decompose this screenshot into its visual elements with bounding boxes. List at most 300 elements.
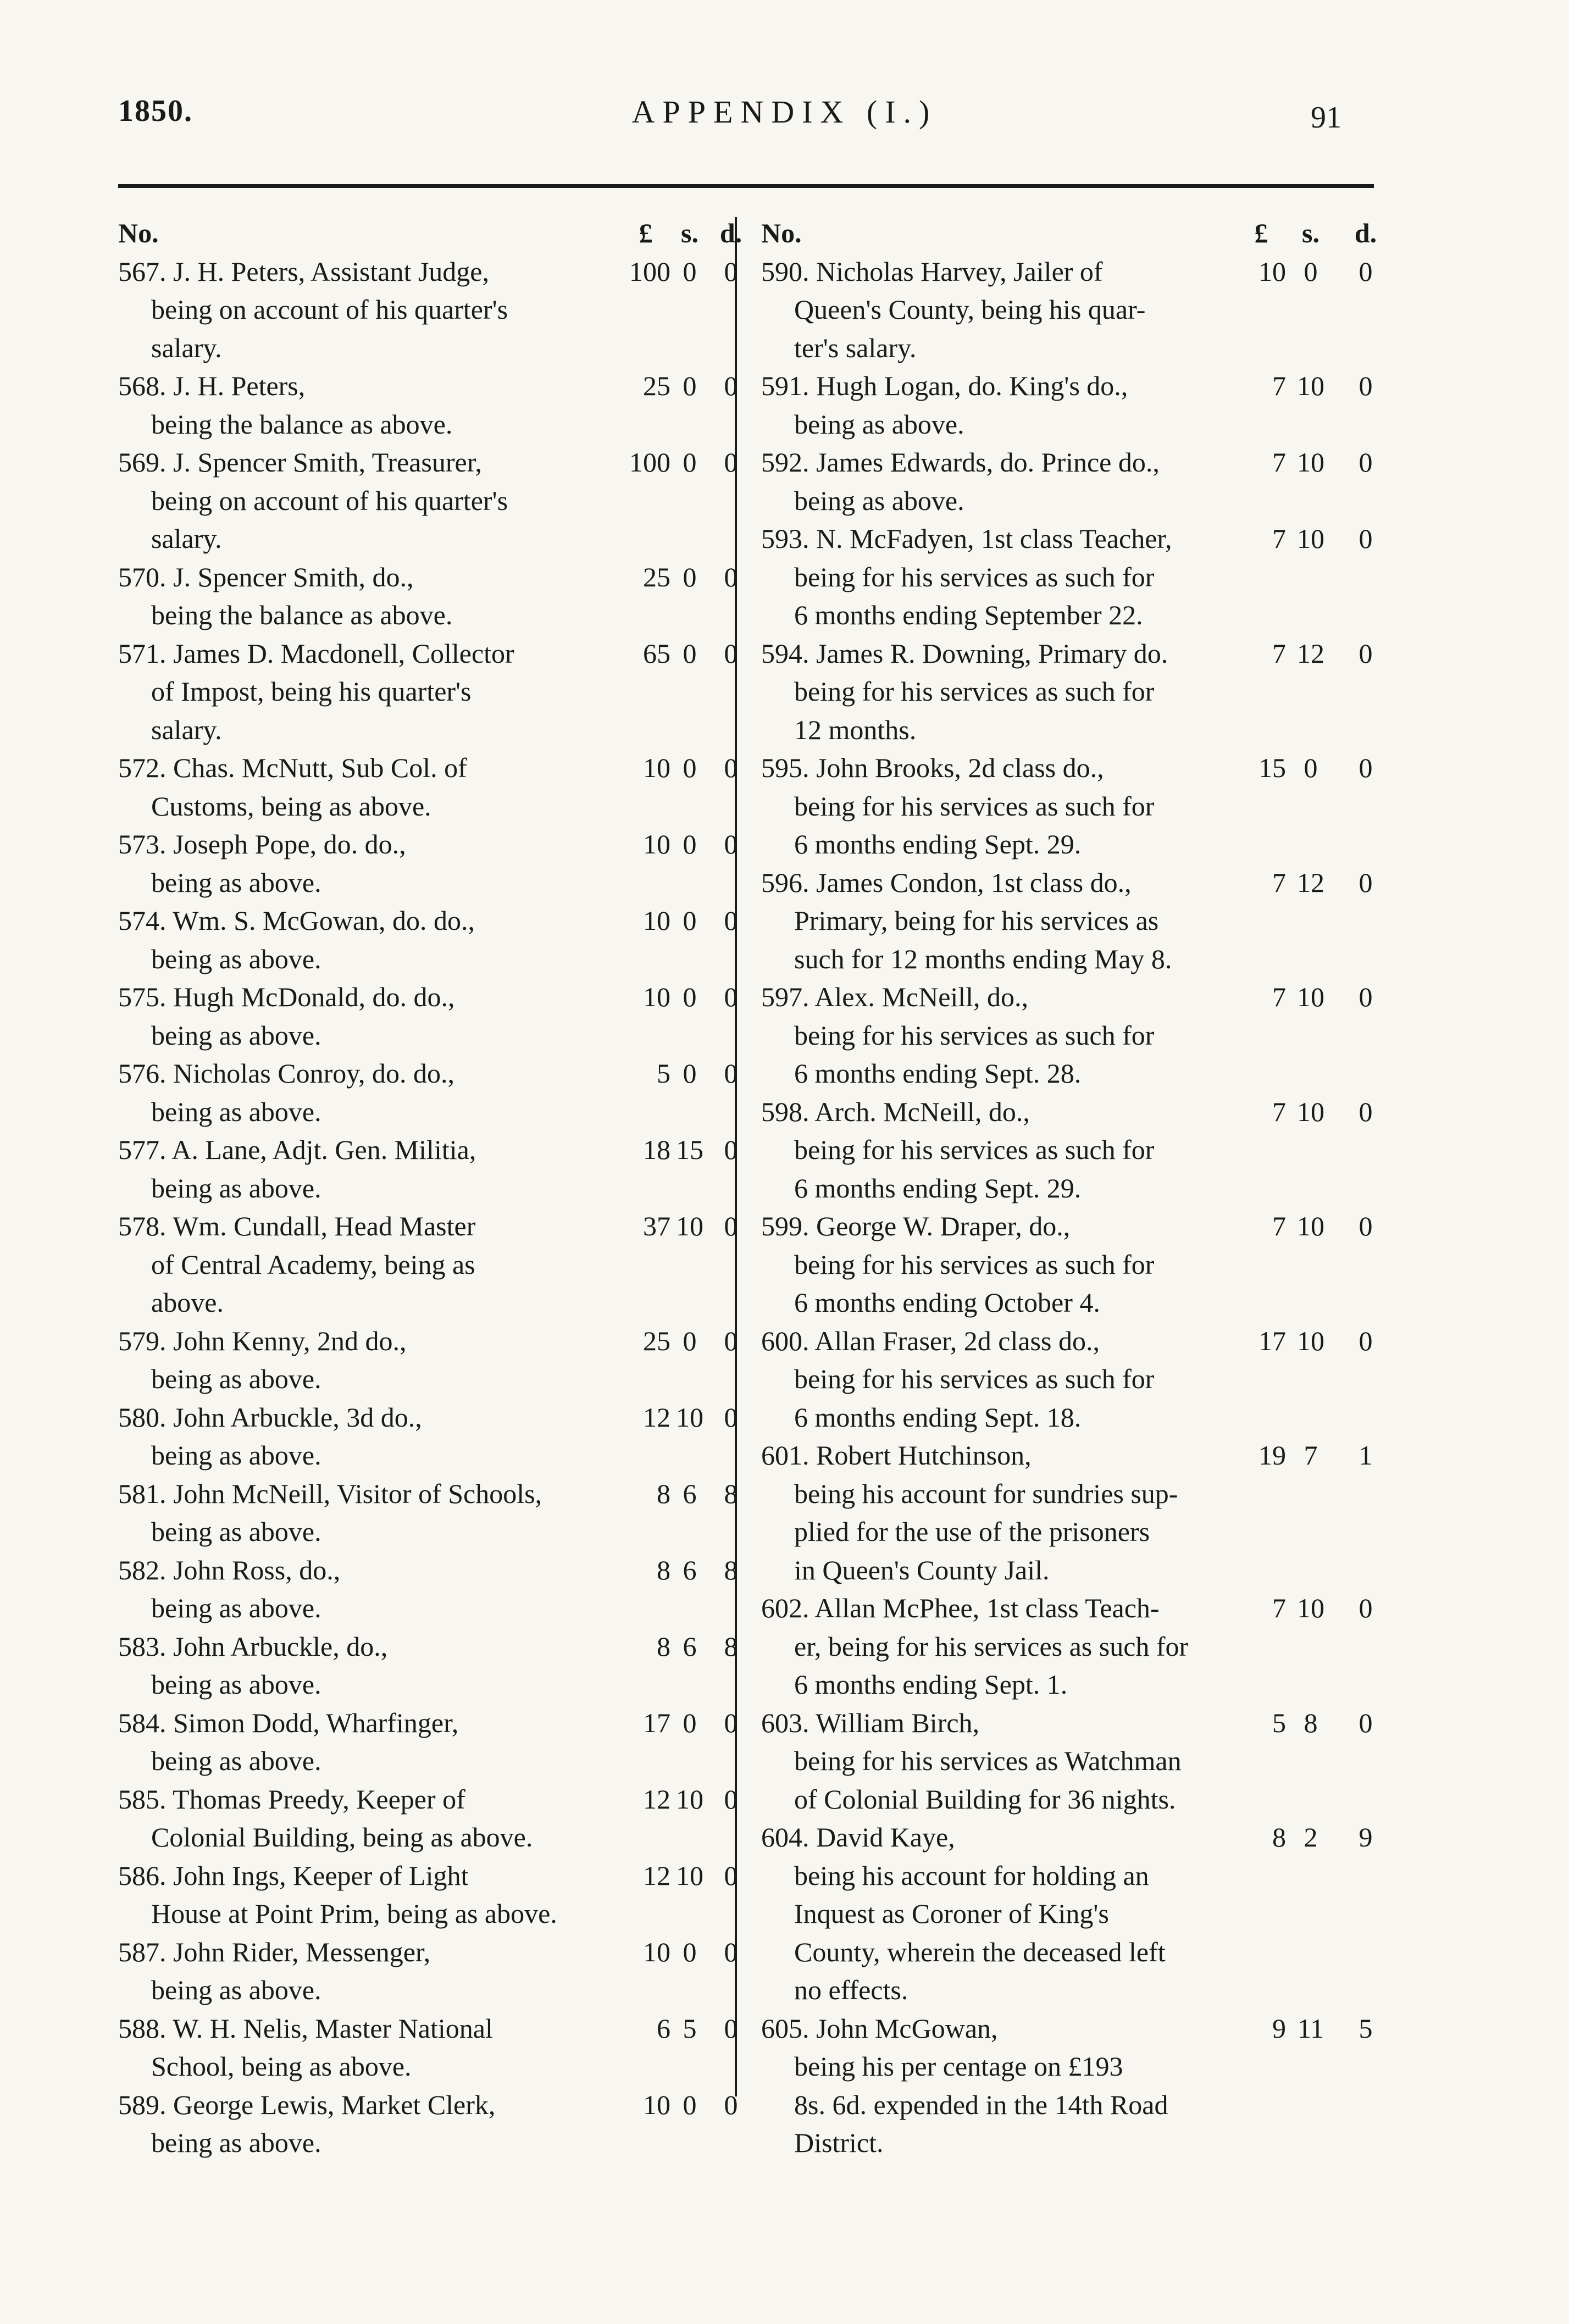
amount-shillings: 15 bbox=[676, 1134, 703, 1165]
amount-pounds: 7 bbox=[1272, 981, 1286, 1012]
amount-pounds: 12 bbox=[643, 1860, 670, 1891]
entry-continuation: being for his services as such for bbox=[794, 676, 1155, 707]
amount-pence: 0 bbox=[724, 905, 738, 936]
amount-pounds: 7 bbox=[1272, 867, 1286, 898]
amount-shillings: 0 bbox=[683, 561, 697, 592]
amount-pounds: 7 bbox=[1272, 1211, 1286, 1241]
amount-shillings: 0 bbox=[683, 1936, 697, 1967]
amount-pounds: 7 bbox=[1272, 370, 1286, 401]
amount-pence: 9 bbox=[1359, 1822, 1373, 1852]
amount-pence: 0 bbox=[724, 1860, 738, 1891]
entry-text: 583. John Arbuckle, do., bbox=[118, 1630, 388, 1662]
amount-shillings: 0 bbox=[683, 2089, 697, 2120]
amount-shillings: 8 bbox=[1304, 1707, 1318, 1738]
amount-shillings: 0 bbox=[683, 752, 697, 783]
amount-pounds: 8 bbox=[657, 1478, 670, 1509]
ledger-entry bbox=[761, 1436, 1379, 1589]
ledger-entry bbox=[118, 558, 738, 635]
entry-first-line bbox=[761, 443, 1379, 482]
ledger-entry bbox=[118, 1933, 738, 2010]
ledger-entry bbox=[761, 1322, 1379, 1437]
entry-text: 603. William Birch, bbox=[761, 1707, 980, 1738]
amount-shillings: 10 bbox=[676, 1860, 703, 1891]
amount-shillings: 0 bbox=[683, 637, 697, 669]
amount-pence: 0 bbox=[1359, 867, 1373, 898]
entry-first-line bbox=[761, 1322, 1379, 1361]
entry-text: 605. John McGowan, bbox=[761, 2012, 998, 2044]
entry-continuation: plied for the use of the prisoners bbox=[794, 1516, 1150, 1547]
entry-text: 592. James Edwards, do. Prince do., bbox=[761, 447, 1160, 478]
amount-pounds: 8 bbox=[657, 1554, 670, 1585]
entry-text: 585. Thomas Preedy, Keeper of bbox=[118, 1783, 465, 1815]
column-heading-row bbox=[761, 214, 1379, 253]
amount-pounds: 8 bbox=[1272, 1822, 1286, 1852]
left-column bbox=[118, 214, 742, 2162]
amount-pounds: 12 bbox=[643, 1401, 670, 1433]
entry-continuation: being the balance as above. bbox=[151, 408, 453, 440]
entry-text: 573. Joseph Pope, do. do., bbox=[118, 829, 406, 859]
ledger-entry bbox=[118, 1551, 738, 1628]
amount-pence: 0 bbox=[724, 1211, 738, 1241]
entry-text: 597. Alex. McNeill, do., bbox=[761, 981, 1029, 1012]
entry-continuation: being for his services as Watchman bbox=[794, 1745, 1182, 1776]
amount-pounds: 7 bbox=[1272, 1096, 1286, 1127]
entry-continuation: being as above. bbox=[151, 1172, 321, 1203]
amount-pence: 0 bbox=[724, 561, 738, 592]
entry-first-line bbox=[118, 1781, 738, 1819]
ledger-entry bbox=[761, 443, 1379, 520]
entry-continuation: salary. bbox=[151, 523, 222, 554]
ledger-entry bbox=[118, 1475, 738, 1551]
entry-continuation: being for his services as such for bbox=[794, 1249, 1155, 1280]
entry-continuation: salary. bbox=[151, 714, 222, 745]
entry-continuation: 6 months ending Sept. 29. bbox=[794, 829, 1082, 859]
amount-shillings: 10 bbox=[1297, 447, 1324, 478]
ledger-entry bbox=[118, 749, 738, 825]
entry-continuation: being for his services as such for bbox=[794, 1019, 1155, 1051]
heading-pounds: £ bbox=[1254, 218, 1268, 248]
ledger-entry bbox=[761, 2010, 1379, 2162]
ledger-entry bbox=[761, 864, 1379, 979]
amount-pence: 0 bbox=[724, 637, 738, 669]
entry-text: 581. John McNeill, Visitor of Schools, bbox=[118, 1478, 542, 1509]
ledger-entry bbox=[118, 2086, 738, 2162]
entry-text: 593. N. McFadyen, 1st class Teacher, bbox=[761, 523, 1172, 554]
amount-pounds: 7 bbox=[1272, 447, 1286, 478]
entry-first-line bbox=[118, 1207, 738, 1246]
amount-pence: 0 bbox=[724, 829, 738, 859]
amount-pence: 1 bbox=[1359, 1440, 1373, 1471]
entry-continuation: salary. bbox=[151, 332, 222, 363]
ledger-entry bbox=[761, 1589, 1379, 1704]
entry-continuation: of Colonial Building for 36 nights. bbox=[794, 1783, 1176, 1815]
amount-shillings: 10 bbox=[1297, 370, 1324, 401]
amount-pounds: 17 bbox=[1258, 1325, 1286, 1356]
ledger-entry bbox=[118, 1131, 738, 1207]
entry-continuation: of Central Academy, being as bbox=[151, 1249, 475, 1280]
amount-pounds: 25 bbox=[643, 370, 670, 401]
entry-continuation: being as above. bbox=[151, 1019, 321, 1051]
amount-pence: 0 bbox=[724, 752, 738, 783]
amount-shillings: 0 bbox=[683, 370, 697, 401]
entry-continuation: being for his services as such for bbox=[794, 790, 1155, 822]
amount-pence: 0 bbox=[1359, 1325, 1373, 1356]
amount-shillings: 12 bbox=[1297, 637, 1324, 669]
entry-text: 591. Hugh Logan, do. King's do., bbox=[761, 370, 1128, 401]
entry-continuation: 6 months ending Sept. 29. bbox=[794, 1172, 1082, 1203]
entry-continuation: Inquest as Coroner of King's bbox=[794, 1898, 1109, 1929]
ledger-entry bbox=[761, 520, 1379, 635]
entry-continuation: Colonial Building, being as above. bbox=[151, 1822, 533, 1852]
ledger-entry bbox=[118, 1055, 738, 1131]
entry-first-line bbox=[118, 902, 738, 940]
entry-text: 586. John Ings, Keeper of Light bbox=[118, 1860, 469, 1891]
heading-no: No. bbox=[761, 218, 802, 248]
amount-shillings: 10 bbox=[676, 1783, 703, 1815]
entry-continuation: being as above. bbox=[794, 408, 964, 440]
ledger-entry bbox=[761, 1093, 1379, 1208]
ledger-entry bbox=[761, 367, 1379, 443]
amount-pounds: 5 bbox=[657, 1058, 670, 1089]
right-entry-list bbox=[761, 253, 1379, 2162]
entry-continuation: 6 months ending Sept. 18. bbox=[794, 1401, 1082, 1433]
entry-first-line bbox=[118, 1551, 738, 1590]
ledger-entry bbox=[761, 635, 1379, 750]
entry-continuation: being for his services as such for bbox=[794, 561, 1155, 592]
header-title: APPENDIX (I.) bbox=[631, 94, 938, 130]
amount-pounds: 12 bbox=[643, 1783, 670, 1815]
entry-first-line bbox=[118, 825, 738, 864]
entry-continuation: House at Point Prim, being as above. bbox=[151, 1898, 557, 1929]
page-header bbox=[0, 93, 1569, 154]
entry-first-line bbox=[761, 1704, 1379, 1743]
amount-shillings: 10 bbox=[1297, 1325, 1324, 1356]
amount-pence: 0 bbox=[724, 1134, 738, 1165]
entry-text: 567. J. H. Peters, Assistant Judge, bbox=[118, 256, 489, 287]
amount-shillings: 0 bbox=[1304, 752, 1318, 783]
entry-text: 587. John Rider, Messenger, bbox=[118, 1936, 431, 1967]
page-number: 91 bbox=[1311, 101, 1341, 135]
amount-pounds: 10 bbox=[643, 981, 670, 1012]
entry-continuation: being as above. bbox=[151, 1745, 321, 1776]
ledger-entry bbox=[118, 1322, 738, 1399]
amount-pence: 5 bbox=[1359, 2012, 1373, 2044]
entry-first-line bbox=[761, 367, 1379, 406]
entry-continuation: School, being as above. bbox=[151, 2051, 412, 2082]
entry-first-line bbox=[118, 1322, 738, 1361]
entry-continuation: being for his services as such for bbox=[794, 1363, 1155, 1394]
amount-shillings: 5 bbox=[683, 2012, 697, 2044]
amount-pounds: 6 bbox=[657, 2012, 670, 2044]
amount-pence: 0 bbox=[724, 447, 738, 478]
amount-pounds: 18 bbox=[643, 1134, 670, 1165]
amount-shillings: 7 bbox=[1304, 1440, 1318, 1471]
entry-continuation: being on account of his quarter's bbox=[151, 485, 508, 516]
entry-first-line bbox=[118, 558, 738, 597]
entry-text: 577. A. Lane, Adjt. Gen. Militia, bbox=[118, 1134, 476, 1165]
entry-text: 578. Wm. Cundall, Head Master bbox=[118, 1211, 476, 1241]
entry-first-line bbox=[118, 978, 738, 1017]
entry-text: 582. John Ross, do., bbox=[118, 1554, 341, 1585]
amount-pounds: 10 bbox=[643, 752, 670, 783]
heading-no: No. bbox=[118, 218, 159, 248]
amount-pence: 0 bbox=[724, 1707, 738, 1738]
entry-continuation: being as above. bbox=[151, 2127, 321, 2158]
amount-shillings: 0 bbox=[683, 1058, 697, 1089]
amount-pounds: 7 bbox=[1272, 1593, 1286, 1623]
entry-continuation: 6 months ending October 4. bbox=[794, 1287, 1100, 1318]
entry-text: 569. J. Spencer Smith, Treasurer, bbox=[118, 447, 482, 478]
entry-continuation: District. bbox=[794, 2127, 884, 2158]
entry-first-line bbox=[118, 1399, 738, 1437]
ledger-entry bbox=[118, 1781, 738, 1857]
entry-text: 599. George W. Draper, do., bbox=[761, 1211, 1071, 1241]
entry-continuation: Customs, being as above. bbox=[151, 790, 431, 822]
entry-continuation: no effects. bbox=[794, 1974, 908, 2005]
entry-continuation: County, wherein the deceased left bbox=[794, 1936, 1166, 1967]
amount-shillings: 2 bbox=[1304, 1822, 1318, 1852]
amount-pence: 8 bbox=[724, 1478, 738, 1509]
heading-shillings: s. bbox=[681, 218, 698, 248]
amount-pounds: 10 bbox=[1258, 256, 1286, 287]
entry-first-line bbox=[761, 1589, 1379, 1628]
amount-pence: 0 bbox=[724, 2012, 738, 2044]
amount-pounds: 9 bbox=[1272, 2012, 1286, 2044]
amount-pounds: 10 bbox=[643, 829, 670, 859]
amount-pence: 0 bbox=[724, 1325, 738, 1356]
amount-shillings: 0 bbox=[683, 905, 697, 936]
entry-continuation: 6 months ending Sept. 28. bbox=[794, 1058, 1082, 1089]
amount-pounds: 8 bbox=[657, 1630, 670, 1662]
entry-first-line bbox=[118, 1131, 738, 1169]
entry-continuation: being his per centage on £193 bbox=[794, 2051, 1123, 2082]
amount-shillings: 0 bbox=[683, 256, 697, 287]
amount-shillings: 11 bbox=[1297, 2012, 1324, 2044]
amount-pounds: 25 bbox=[643, 561, 670, 592]
ledger-entry bbox=[118, 2010, 738, 2086]
entry-continuation: Primary, being for his services as bbox=[794, 905, 1159, 936]
amount-pence: 0 bbox=[1359, 447, 1373, 478]
ledger-entry bbox=[118, 1857, 738, 1933]
entry-text: 598. Arch. McNeill, do., bbox=[761, 1096, 1030, 1127]
amount-pence: 0 bbox=[1359, 1211, 1373, 1241]
amount-pence: 0 bbox=[1359, 523, 1373, 554]
entry-continuation: being as above. bbox=[151, 1363, 321, 1394]
amount-shillings: 0 bbox=[683, 981, 697, 1012]
ledger-entry bbox=[761, 1704, 1379, 1819]
entry-first-line bbox=[118, 635, 738, 673]
header-rule bbox=[118, 184, 1374, 188]
header-year: 1850. bbox=[118, 94, 193, 128]
ledger-entry bbox=[118, 443, 738, 558]
entry-first-line bbox=[118, 1704, 738, 1743]
entry-continuation: in Queen's County Jail. bbox=[794, 1554, 1050, 1585]
entry-continuation: ter's salary. bbox=[794, 332, 917, 363]
entry-continuation: being as above. bbox=[151, 1669, 321, 1700]
entry-first-line bbox=[118, 2010, 738, 2048]
heading-pounds: £ bbox=[639, 218, 653, 248]
entry-continuation: being as above. bbox=[151, 867, 321, 898]
entry-text: 588. W. H. Nelis, Master National bbox=[118, 2012, 493, 2044]
amount-pence: 0 bbox=[724, 981, 738, 1012]
amount-pounds: 100 bbox=[629, 256, 670, 287]
ledger-entry bbox=[118, 1399, 738, 1475]
ledger-entry bbox=[118, 1628, 738, 1704]
entry-text: 571. James D. Macdonell, Collector bbox=[118, 637, 514, 669]
entry-first-line bbox=[761, 1436, 1379, 1475]
amount-pounds: 65 bbox=[643, 637, 670, 669]
amount-pence: 0 bbox=[1359, 256, 1373, 287]
heading-pence: d. bbox=[719, 218, 742, 248]
amount-pence: 0 bbox=[1359, 637, 1373, 669]
entry-first-line bbox=[761, 864, 1379, 902]
entry-first-line bbox=[118, 749, 738, 787]
ledger-entry bbox=[761, 253, 1379, 368]
amount-shillings: 0 bbox=[683, 829, 697, 859]
amount-pounds: 7 bbox=[1272, 637, 1286, 669]
entry-text: 596. James Condon, 1st class do., bbox=[761, 867, 1132, 898]
heading-shillings: s. bbox=[1302, 218, 1319, 248]
entry-continuation: such for 12 months ending May 8. bbox=[794, 943, 1172, 974]
right-column bbox=[761, 214, 1379, 2162]
entry-text: 602. Allan McPhee, 1st class Teach- bbox=[761, 1593, 1160, 1623]
entry-first-line bbox=[118, 253, 738, 291]
entry-continuation: being as above. bbox=[151, 1516, 321, 1547]
ledger-entry bbox=[118, 367, 738, 443]
entry-text: 590. Nicholas Harvey, Jailer of bbox=[761, 256, 1103, 287]
amount-shillings: 10 bbox=[1297, 981, 1324, 1012]
ledger-entry bbox=[761, 1207, 1379, 1322]
entry-text: 589. George Lewis, Market Clerk, bbox=[118, 2089, 496, 2120]
amount-shillings: 0 bbox=[1304, 256, 1318, 287]
entry-continuation: Queen's County, being his quar- bbox=[794, 294, 1146, 325]
amount-pence: 8 bbox=[724, 1554, 738, 1585]
entry-continuation: being for his services as such for bbox=[794, 1134, 1155, 1165]
amount-pounds: 7 bbox=[1272, 523, 1286, 554]
entry-continuation: er, being for his services as such for bbox=[794, 1630, 1189, 1662]
entry-first-line bbox=[761, 978, 1379, 1017]
ledger-entry bbox=[118, 978, 738, 1055]
entry-first-line bbox=[118, 1628, 738, 1666]
entry-first-line bbox=[118, 1055, 738, 1093]
amount-shillings: 10 bbox=[676, 1401, 703, 1433]
entry-text: 584. Simon Dodd, Wharfinger, bbox=[118, 1707, 459, 1738]
entry-text: 572. Chas. McNutt, Sub Col. of bbox=[118, 752, 467, 783]
entry-first-line bbox=[118, 367, 738, 406]
entry-continuation: being as above. bbox=[151, 1440, 321, 1471]
entry-text: 600. Allan Fraser, 2d class do., bbox=[761, 1325, 1100, 1356]
amount-pence: 8 bbox=[724, 1630, 738, 1662]
entry-continuation: 12 months. bbox=[794, 714, 917, 745]
entry-text: 604. David Kaye, bbox=[761, 1822, 955, 1852]
entry-continuation: 8s. 6d. expended in the 14th Road bbox=[794, 2089, 1168, 2120]
entry-text: 579. John Kenny, 2nd do., bbox=[118, 1325, 407, 1356]
amount-pence: 0 bbox=[724, 1783, 738, 1815]
amount-shillings: 6 bbox=[683, 1630, 697, 1662]
amount-pounds: 10 bbox=[643, 2089, 670, 2120]
ledger-entry bbox=[118, 1207, 738, 1322]
entry-continuation: being his account for sundries sup- bbox=[794, 1478, 1178, 1509]
entry-first-line bbox=[761, 1207, 1379, 1246]
amount-pounds: 10 bbox=[643, 905, 670, 936]
entry-continuation: being as above. bbox=[151, 943, 321, 974]
amount-pence: 0 bbox=[1359, 370, 1373, 401]
amount-pounds: 15 bbox=[1258, 752, 1286, 783]
entry-first-line bbox=[118, 2086, 738, 2125]
amount-shillings: 10 bbox=[1297, 1096, 1324, 1127]
amount-pounds: 17 bbox=[643, 1707, 670, 1738]
amount-shillings: 0 bbox=[683, 1325, 697, 1356]
entry-continuation: being on account of his quarter's bbox=[151, 294, 508, 325]
amount-shillings: 10 bbox=[1297, 1593, 1324, 1623]
entry-text: 568. J. H. Peters, bbox=[118, 370, 306, 401]
ledger-entry bbox=[761, 978, 1379, 1093]
entry-text: 574. Wm. S. McGowan, do. do., bbox=[118, 905, 475, 936]
left-entry-list bbox=[118, 253, 738, 2162]
entry-text: 575. Hugh McDonald, do. do., bbox=[118, 981, 455, 1012]
amount-pence: 0 bbox=[724, 370, 738, 401]
entry-first-line bbox=[118, 443, 738, 482]
entry-first-line bbox=[118, 1933, 738, 1972]
entry-text: 594. James R. Downing, Primary do. bbox=[761, 637, 1168, 669]
amount-pence: 0 bbox=[724, 256, 738, 287]
entry-text: 595. John Brooks, 2d class do., bbox=[761, 752, 1104, 783]
entry-continuation: being his account for holding an bbox=[794, 1860, 1149, 1891]
entry-first-line bbox=[761, 253, 1379, 291]
amount-shillings: 0 bbox=[683, 447, 697, 478]
ledger-entry bbox=[118, 1704, 738, 1781]
amount-pence: 0 bbox=[724, 2089, 738, 2120]
entry-continuation: of Impost, being his quarter's bbox=[151, 676, 472, 707]
amount-pounds: 25 bbox=[643, 1325, 670, 1356]
entry-continuation: being as above. bbox=[151, 1593, 321, 1623]
entry-continuation: being as above. bbox=[794, 485, 964, 516]
entry-first-line bbox=[761, 2010, 1379, 2048]
entry-continuation: above. bbox=[151, 1287, 224, 1318]
amount-shillings: 12 bbox=[1297, 867, 1324, 898]
amount-pence: 0 bbox=[1359, 1593, 1373, 1623]
ledger-entry bbox=[118, 902, 738, 978]
entry-text: 601. Robert Hutchinson, bbox=[761, 1440, 1032, 1471]
amount-pounds: 100 bbox=[629, 447, 670, 478]
ledger-entry bbox=[118, 253, 738, 368]
entry-first-line bbox=[761, 1093, 1379, 1132]
amount-shillings: 10 bbox=[1297, 523, 1324, 554]
entry-continuation: 6 months ending Sept. 1. bbox=[794, 1669, 1068, 1700]
entry-first-line bbox=[118, 1857, 738, 1895]
entry-first-line bbox=[761, 749, 1379, 787]
column-heading-row bbox=[118, 214, 742, 253]
amount-shillings: 10 bbox=[1297, 1211, 1324, 1241]
ledger-entry bbox=[761, 1818, 1379, 2010]
amount-shillings: 10 bbox=[676, 1211, 703, 1241]
amount-pounds: 10 bbox=[643, 1936, 670, 1967]
entry-first-line bbox=[761, 1818, 1379, 1857]
entry-continuation: being as above. bbox=[151, 1974, 321, 2005]
amount-shillings: 0 bbox=[683, 1707, 697, 1738]
entry-continuation: being as above. bbox=[151, 1096, 321, 1127]
amount-shillings: 6 bbox=[683, 1554, 697, 1585]
amount-pounds: 5 bbox=[1272, 1707, 1286, 1738]
ledger-entry bbox=[118, 825, 738, 902]
amount-pounds: 19 bbox=[1258, 1440, 1286, 1471]
heading-pence: d. bbox=[1354, 218, 1377, 248]
entry-text: 580. John Arbuckle, 3d do., bbox=[118, 1401, 422, 1433]
ledger-entry bbox=[761, 749, 1379, 864]
entry-first-line bbox=[761, 635, 1379, 673]
entry-continuation: being the balance as above. bbox=[151, 600, 453, 630]
amount-pence: 0 bbox=[724, 1936, 738, 1967]
